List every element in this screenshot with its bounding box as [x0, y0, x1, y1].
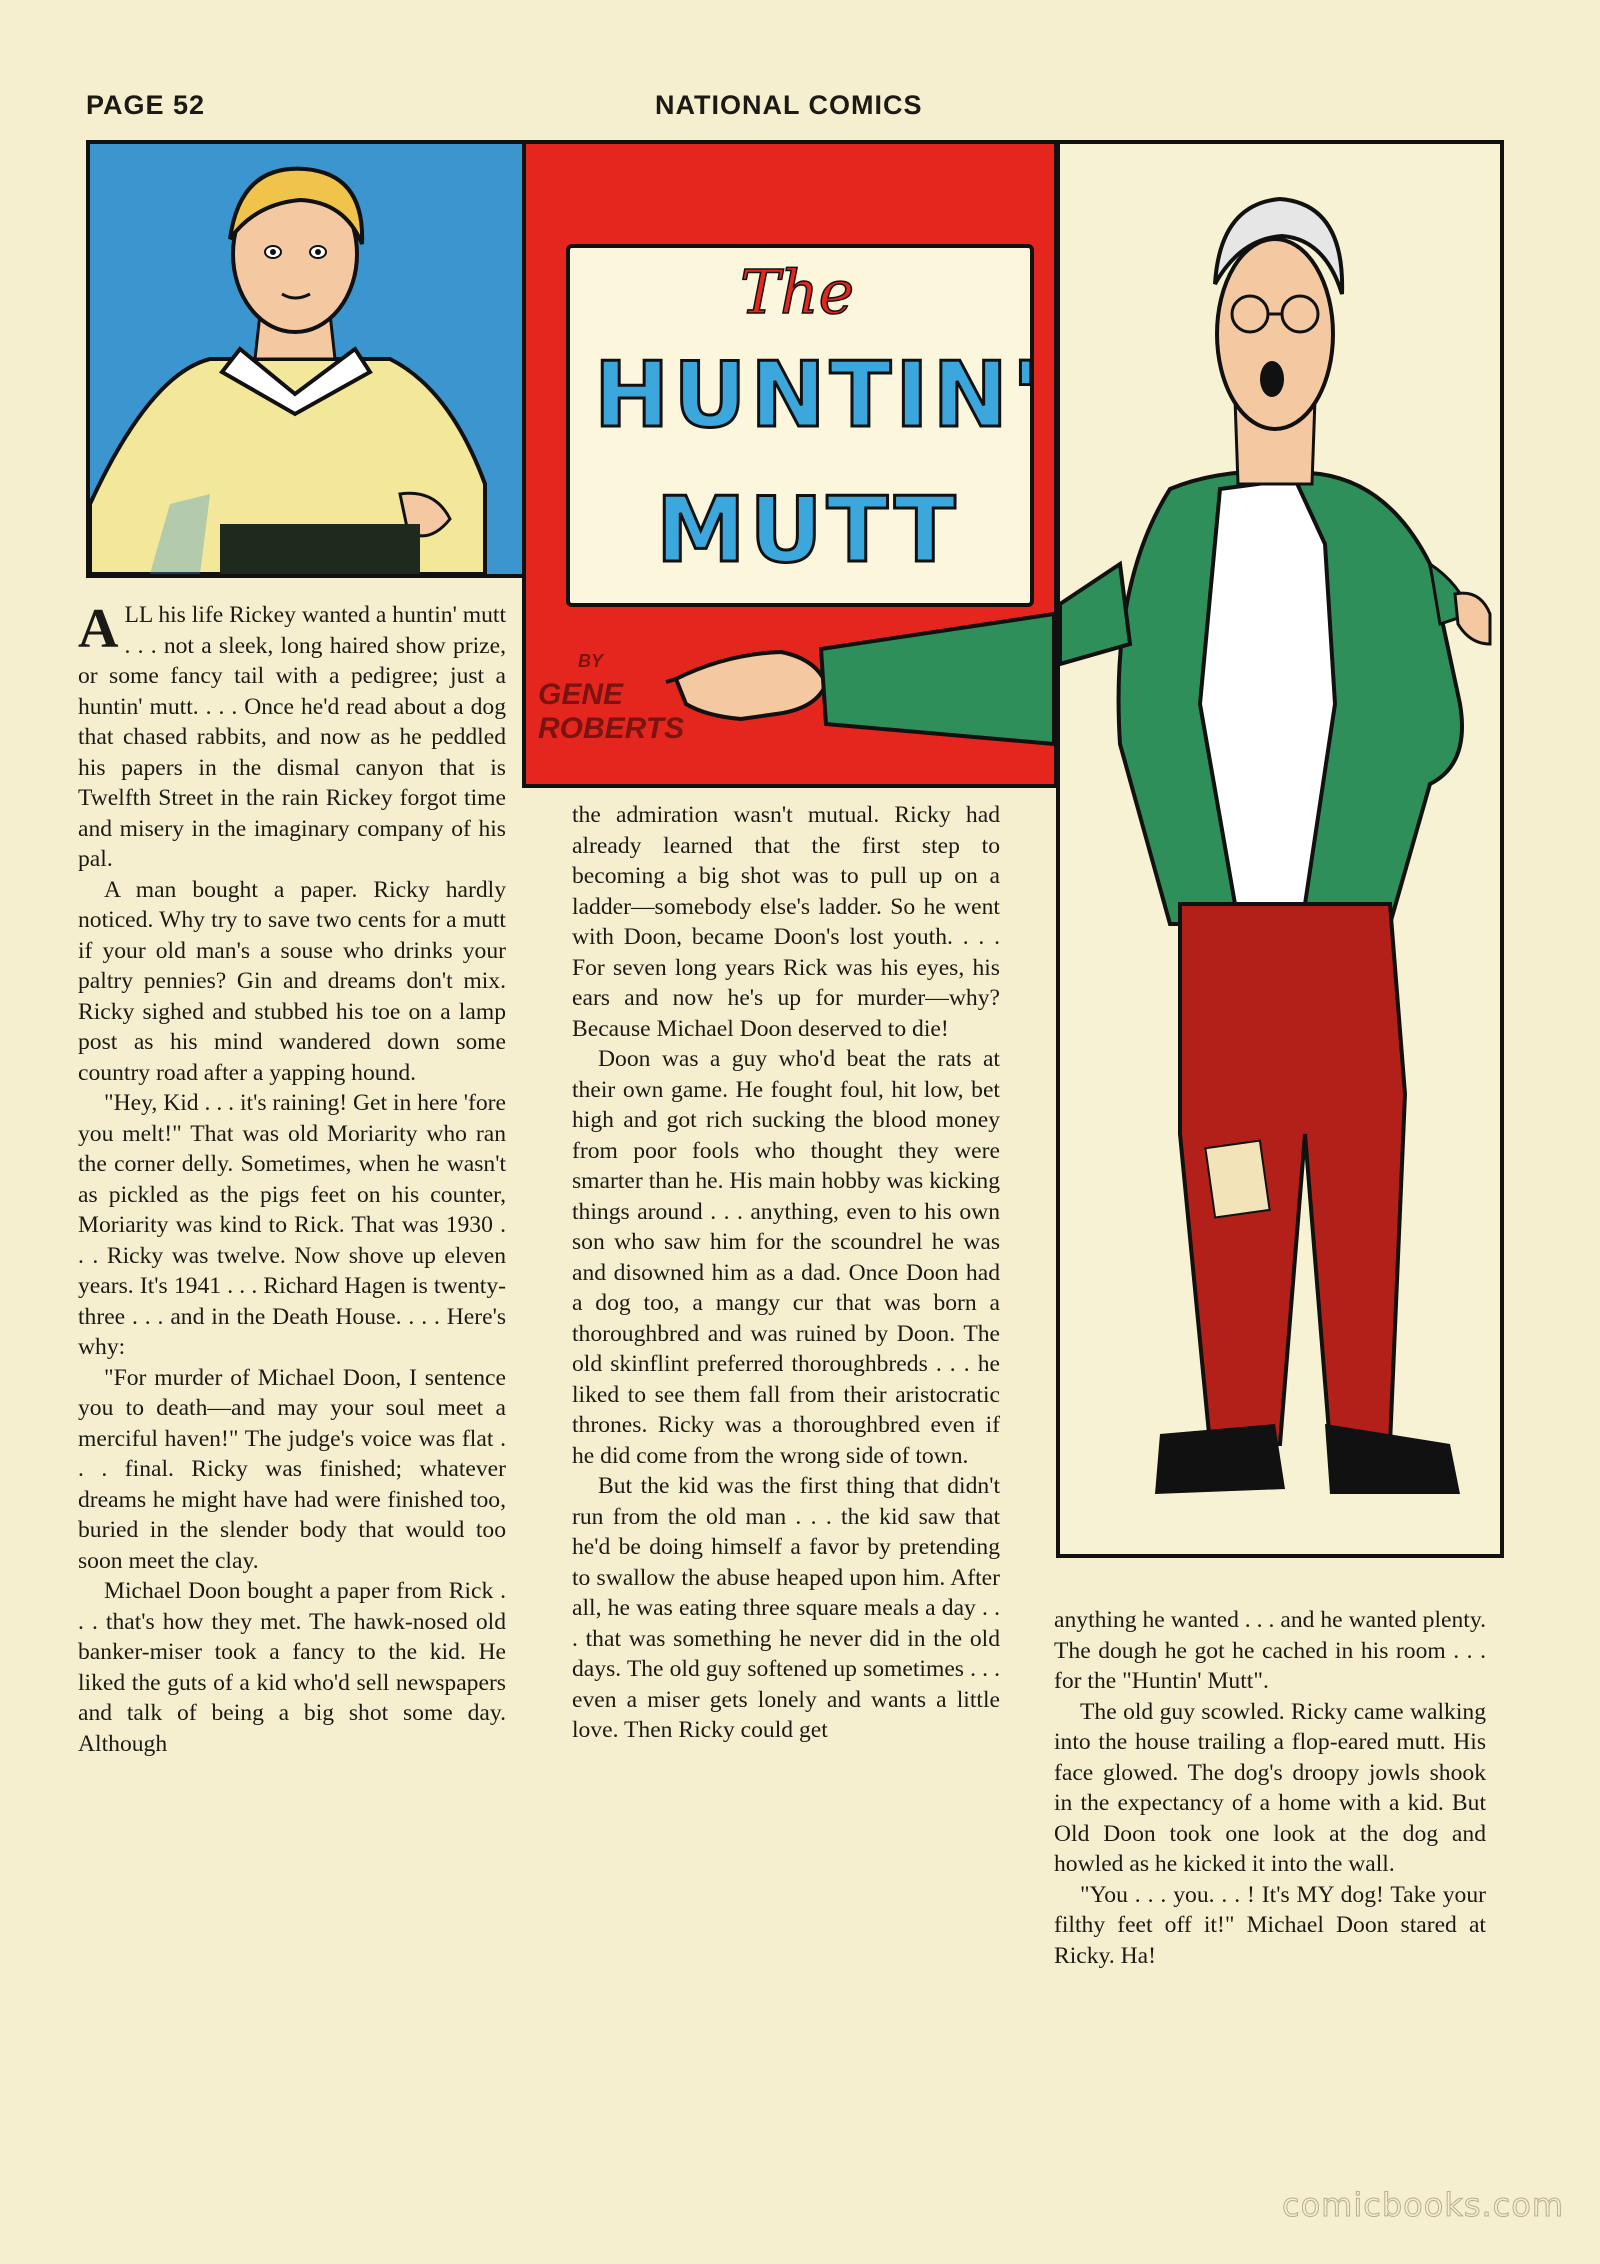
title-line-1: HUNTIN' — [594, 343, 1044, 448]
paragraph: "You . . . you. . . ! It's MY dog! Take your filthy feet off it!" Michael Doon stared at Ricky. Ha! — [1054, 1881, 1486, 1969]
drop-cap: A — [78, 598, 119, 660]
publication-title: NATIONAL COMICS — [655, 90, 923, 120]
paragraph: anything he wanted . . . and he wanted plenty. The dough he got he cached in his room . . . for the "Huntin' Mutt". — [1054, 1607, 1486, 1694]
paragraph: A man bought a paper. Ricky hardly noticed. Why try to save two cents for a mutt if your old man's a souse who drinks your paltry pennies? Gin and dreams don't mix. Ricky sighed and stubbed his toe on a lamp post as his mind wandered down some country road after a yapping hound. — [78, 876, 506, 1086]
michael-doon-illustration — [1060, 144, 1500, 1554]
paragraph: the admiration wasn't mutual. Ricky had already learned that the first step to becoming a big shot was to pull up on a ladder—somebody else's ladder. So he went with Doon, became Doon's lost youth. . . . For seven long years Rick was his eyes, his ears and now he's up for murder—why? Because Michael Doon deserved to die! — [572, 802, 1000, 1042]
story-column-2 — [572, 800, 1000, 1746]
paragraph: The old guy scowled. Ricky came walking into the house trailing a flop-eared mutt. His face glowed. The dog's droopy jowls shook in the expectancy of a home with a kid. But Old Doon took one look at the dog and howled as he kicked it into the wall. — [1054, 1698, 1486, 1877]
author-first-name: GENE — [538, 678, 624, 711]
ricky-panel — [86, 140, 526, 578]
page-number: PAGE 52 — [86, 90, 206, 120]
title-line-2: MUTT — [656, 478, 960, 583]
pointing-hand-illustration — [526, 144, 1054, 784]
paragraph: "Hey, Kid . . . it's raining! Get in here 'fore you melt!" That was old Moriarity who ran the corner delly. Sometimes, when he wasn't as pickled as the pigs feet on his counter, Moriarity was kind to Rick. That was 1930 . . . Ricky was twelve. Now shove up eleven years. It's 1941 . . . Richard Hagen is twenty-three . . . and in the Death House. . . . Here's why: — [78, 1090, 506, 1360]
byline-by: BY — [578, 651, 604, 671]
paragraph: "For murder of Michael Doon, I sentence you to death—and may your soul meet a merciful haven!" The judge's voice was flat . . . final. Ricky was finished; whatever dreams he might have had were finished too, buried in the slender body that would too soon meet the clay. — [78, 1364, 506, 1574]
paragraph: ALL his life Rickey wanted a huntin' mutt . . . not a sleek, long haired show prize, or some fancy tail with a pedigree; just a huntin' mutt. . . . Once he'd read about a dog that chased rabbits, and now as he peddled his papers in the dismal canyon that is Twelfth Street in the rain Rickey forgot time and misery in the imaginary company of his pal. — [78, 598, 506, 872]
paragraph: Doon was a guy who'd beat the rats at their own game. He fought foul, hit low, bet high and got rich sucking the blood money from poor fools who thought they were smarter than he. His main hobby was kicking things around . . . anything, even to his own son who saw him for the scoundrel he was and disowned him as a dad. Once Doon had a dog too, a mangy cur that was born a thoroughbred and was ruined by Doon. The old skinflint preferred thoroughbreds . . . he liked to see them fall from their aristocratic thrones. Ricky was a thoroughbred even if he did come from the wrong side of town. — [572, 1046, 1000, 1469]
author-last-name: ROBERTS — [538, 712, 685, 745]
ricky-illustration — [90, 144, 522, 574]
title-article: The — [740, 258, 855, 328]
paragraph: But the kid was the first thing that didn't run from the old man . . . the kid saw that he'd be doing himself a favor by pretending to swallow the abuse heaped upon him. After all, he was eating three square meals a day . . . that was something he never did in the old days. The old guy softened up sometimes . . . even a miser gets lonely and wants a little love. Then Ricky could get — [572, 1473, 1000, 1743]
title-panel — [522, 140, 1058, 788]
site-watermark: comicbooks.com — [1282, 2186, 1565, 2224]
story-column-3 — [1054, 1605, 1486, 1971]
doon-panel — [1056, 140, 1504, 1558]
story-column-1 — [78, 600, 506, 1759]
paragraph: Michael Doon bought a paper from Rick . . . that's how they met. The hawk-nosed old banker-miser took a fancy to the kid. He liked the guts of a kid who'd sell newspapers and talk of being a big shot some day. Although — [78, 1578, 506, 1757]
